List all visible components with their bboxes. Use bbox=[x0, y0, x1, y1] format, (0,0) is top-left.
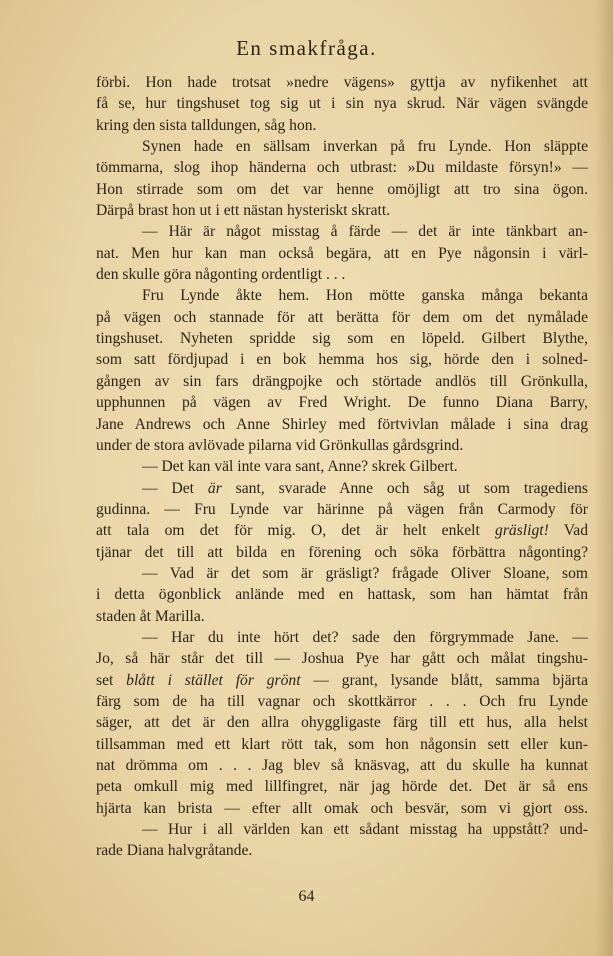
text-segment: — grant, lysande blått, samma bjärta bbox=[300, 671, 589, 689]
emphasis-text: blått i stället för grönt bbox=[126, 671, 301, 689]
text-line: Fru Lynde åkte hem. Hon mötte ganska många bekanta bbox=[142, 287, 588, 305]
text-line: — Här är något misstag å färde — det är inte tänkbart an- bbox=[142, 223, 588, 241]
text-line: Hon stirrade som om det var henne omöjligt att tro sina ögon. bbox=[96, 180, 588, 198]
text-line bbox=[96, 520, 588, 541]
emphasis-text: är bbox=[207, 479, 222, 497]
text-line: som satt fördjupad i en bok hemma hos sig, hörde den i solned- bbox=[96, 351, 588, 369]
text-line: Jane Andrews och Anne Shirley med förtvivlan målade i sina drag bbox=[96, 415, 588, 433]
text-line: tillsamman med ett klart rött tak, som hon någonsin sett eller kun- bbox=[96, 735, 588, 753]
text-line: — Hur i all världen kan ett sådant misstag ha uppstått? und- bbox=[142, 821, 588, 839]
text-line: kring den sista talldungen, såg hon. bbox=[96, 116, 317, 134]
text-segment: sant, svarade Anne och såg ut som tragediens bbox=[221, 479, 589, 497]
text-line: gången av sin fars drängpojke och störtade andlös till Grönkulla, bbox=[96, 372, 588, 390]
text-line: i detta ögonblick anlände med en hattask, som han hämtat från bbox=[96, 586, 588, 604]
body-text bbox=[96, 72, 588, 862]
page-edge-shadow bbox=[595, 0, 613, 956]
text-line bbox=[96, 670, 588, 691]
text-line: hjärta kan brista — efter allt omak och besvär, som vi gjort oss. bbox=[96, 799, 588, 817]
text-line: — Det kan väl inte vara sant, Anne? skrek Gilbert. bbox=[142, 458, 458, 476]
text-line bbox=[96, 478, 588, 499]
text-segment: set bbox=[96, 671, 127, 689]
text-line: färg som de ha till vagnar och skottkärror . . . Och fru Lynde bbox=[96, 692, 588, 710]
text-line: nat drömma om . . . Jag blev så knäsvag, att du skulle ha kunnat bbox=[96, 757, 588, 774]
text-line: tingshuset. Nyheten spridde sig som en löpeld. Gilbert Blythe, bbox=[96, 330, 588, 348]
text-line: Synen hade en sällsam inverkan på fru Lynde. Hon släppte bbox=[142, 138, 588, 156]
text-line: gudinna. — Fru Lynde var härinne på vägen från Carmody för bbox=[96, 500, 588, 518]
text-line: Därpå brast hon ut i ett nästan hysteriskt skratt. bbox=[96, 202, 391, 220]
text-line: nat. Men hur kan man också begära, att en Pye någonsin i värl- bbox=[96, 244, 588, 262]
text-line: under de stora avlövade pilarna vid Grönkullas gårdsgrind. bbox=[96, 436, 464, 454]
text-line: peta omkull mig med lillfingret, när jag hörde det. Det är så ens bbox=[96, 778, 588, 796]
text-line: tjänar det till att bilda en förening och söka förbättra någonting? bbox=[96, 543, 588, 561]
text-line: säger, att det är den allra ohyggligaste färg till ett hus, alla helst bbox=[96, 714, 588, 732]
text-segment: Vad bbox=[548, 522, 588, 540]
text-line: upphunnen på vägen av Fred Wright. De funno Diana Barry, bbox=[96, 394, 588, 412]
emphasis-text: gräsligt! bbox=[495, 522, 549, 540]
text-line: på vägen och stannade för att berätta för dem om det nymålade bbox=[96, 308, 588, 326]
text-line: rade Diana halvgråtande. bbox=[96, 842, 253, 860]
text-line: förbi. Hon hade trotsat »nedre vägens» gyttja av nyfikenhet att bbox=[96, 74, 588, 91]
text-line: — Har du inte hört det? sade den förgrymmade Jane. — bbox=[142, 628, 588, 646]
page-number: 64 bbox=[298, 888, 315, 905]
text-line: Jo, så här står det till — Joshua Pye har gått och målat tingshu- bbox=[96, 650, 588, 668]
text-line: den skulle göra någonting ordentligt . . . bbox=[96, 266, 346, 284]
chapter-title: En smakfråga. bbox=[236, 36, 377, 60]
text-line: få se, hur tingshuset tog sig ut i sin nya skrud. När vägen svängde bbox=[96, 95, 588, 113]
text-line: tömmarna, slog ihop händerna och utbrast: »Du mildaste försyn!» — bbox=[96, 159, 588, 177]
text-line: — Vad är det som är gräsligt? frågade Oliver Sloane, som bbox=[142, 564, 588, 582]
text-segment: att tala om det för mig. O, det är helt enkelt bbox=[96, 522, 496, 540]
text-line: staden åt Marilla. bbox=[96, 607, 205, 625]
text-segment: — Det bbox=[142, 479, 208, 497]
